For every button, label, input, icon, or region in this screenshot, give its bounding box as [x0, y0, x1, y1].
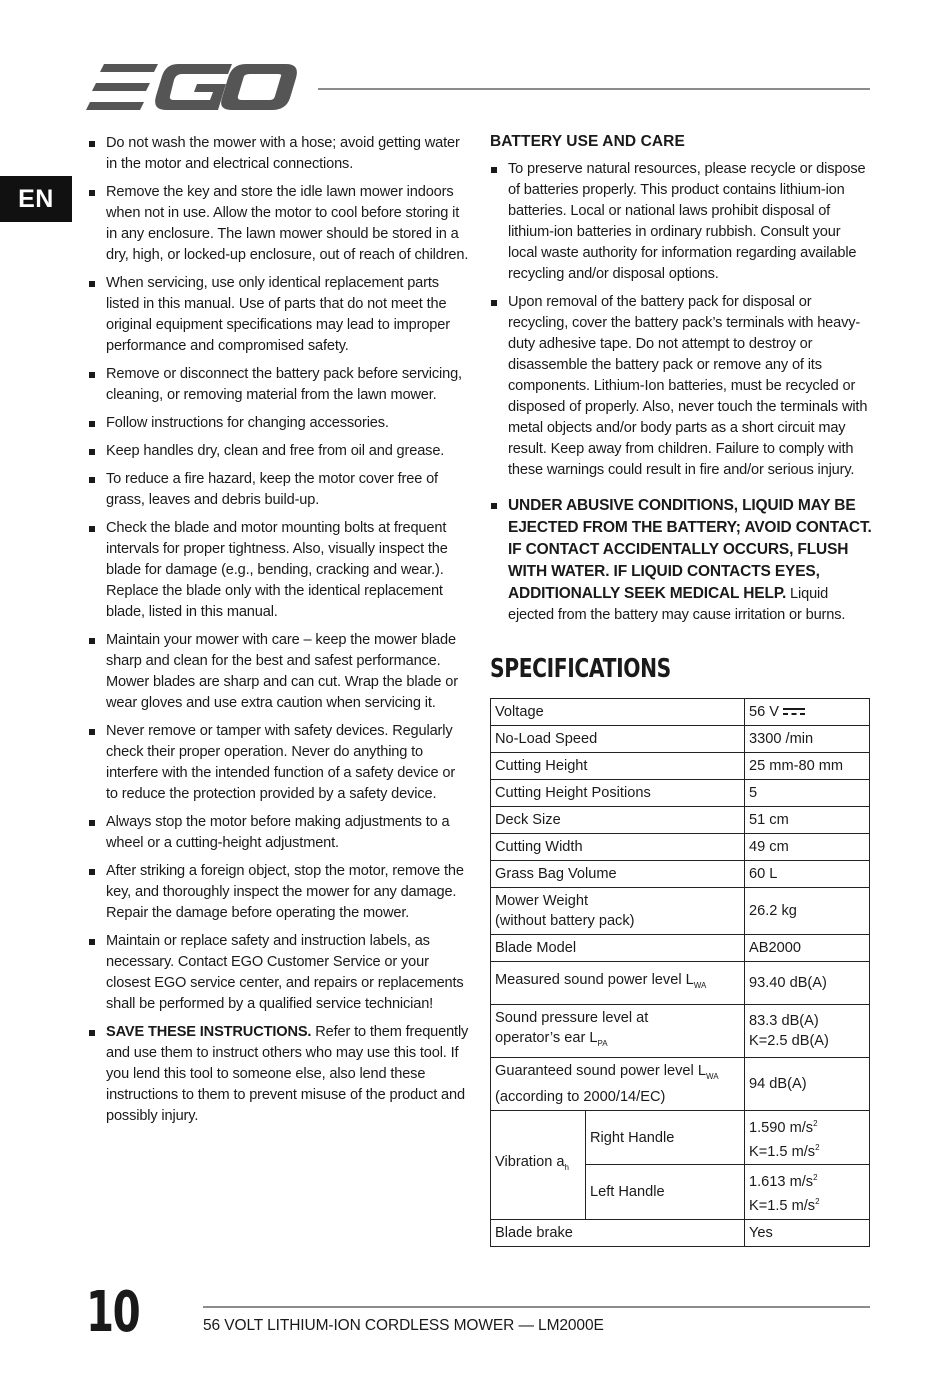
bullet-icon	[89, 869, 95, 875]
table-row: Left Handle 1.613 $m/s^2$ K=1.5 $m/s^2$	[491, 1165, 870, 1220]
table-row: Deck Size 51 cm	[491, 807, 870, 834]
table-row: Measured sound power level $L_{WA}$ 93.40 dB(A)	[491, 962, 870, 1005]
list-item: Do not wash the mower with a hose; avoid getting water in the motor and electrical connections.	[88, 133, 470, 175]
table-row: Blade Model AB2000	[491, 935, 870, 962]
footer-rule	[203, 1306, 870, 1308]
language-tab: EN	[0, 176, 72, 222]
table-row: No-Load Speed 3300 /min	[491, 726, 870, 753]
bullet-icon	[89, 372, 95, 378]
bullet-icon	[89, 526, 95, 532]
battery-list	[490, 159, 872, 626]
left-column	[88, 133, 470, 1134]
list-item: Remove the key and store the idle lawn mower indoors when not in use. Allow the motor to cool before storing it in any enclosure. The lawn mower should be stored in a dry, high, or locked-up enclosure, out of reach of children.	[88, 182, 470, 266]
section-heading-battery: BATTERY USE AND CARE	[490, 133, 685, 150]
list-item: To reduce a fire hazard, keep the motor cover free of grass, leaves and debris build-up.	[88, 469, 470, 511]
table-row: Grass Bag Volume 60 L	[491, 861, 870, 888]
list-item: When servicing, use only identical replacement parts listed in this manual. Use of parts that do not meet the original equipment specifications may lead to improper performance and compromised safety.	[88, 273, 470, 357]
page-number: 10	[86, 1280, 140, 1345]
bullet-icon	[89, 281, 95, 287]
list-item: Follow instructions for changing accessories.	[88, 413, 470, 434]
list-item: Maintain your mower with care – keep the mower blade sharp and clean for the best and safest performance. Mower blades are sharp and can cut. Wrap the blade or wear gloves and use extra caution when servicing it.	[88, 630, 470, 714]
bullet-icon	[89, 477, 95, 483]
specifications-table	[490, 698, 870, 1247]
ego-logo	[86, 62, 298, 114]
bullet-icon	[89, 141, 95, 147]
bullet-icon	[89, 939, 95, 945]
right-column	[490, 133, 872, 1247]
specifications-title: SPECIFICATIONS	[490, 654, 671, 684]
list-item: Always stop the motor before making adjustments to a wheel or a cutting-height adjustment.	[88, 812, 470, 854]
list-item: Never remove or tamper with safety devices. Regularly check their proper operation. Never do anything to interfere with the intended function of a safety device or to reduce the protection provided by a safety device.	[88, 721, 470, 805]
list-item: Maintain or replace safety and instruction labels, as necessary. Contact EGO Customer Service or your closest EGO service center, and repairs or replacements shall be performed by a qualified service technician!	[88, 931, 470, 1015]
bullet-icon	[89, 449, 95, 455]
bullet-icon	[491, 503, 497, 509]
table-row: Mower Weight (without battery pack) 26.2 kg	[491, 888, 870, 935]
bullet-icon	[491, 300, 497, 306]
footer-title: 56 VOLT LITHIUM-ION CORDLESS MOWER — LM2000E	[203, 1317, 604, 1334]
list-item: Check the blade and motor mounting bolts at frequent intervals for proper tightness. Also, visually inspect the blade for damage (e.g., bending, cracking and wear.). Replace the blade only with the identical replacement blade, listed in this manual.	[88, 518, 470, 623]
list-item: To preserve natural resources, please recycle or dispose of batteries properly. This product contains lithium-ion batteries. Local or national laws prohibit disposal of lithium-ion batteries in ordinary rubbish. Consult your local waste authority for information regarding available recycling and/or disposal options.	[490, 159, 872, 285]
bullet-icon	[89, 729, 95, 735]
table-row: Cutting Height 25 mm-80 mm	[491, 753, 870, 780]
header-rule	[318, 88, 870, 90]
list-item: After striking a foreign object, stop the motor, remove the key, and thoroughly inspect the mower for any damage. Repair the damage before operating the mower.	[88, 861, 470, 924]
safety-list	[88, 133, 470, 1127]
table-row: Voltage 56 V	[491, 699, 870, 726]
table-row: Cutting Height Positions 5	[491, 780, 870, 807]
list-item: Keep handles dry, clean and free from oil and grease.	[88, 441, 470, 462]
list-item: SAVE THESE INSTRUCTIONS. Refer to them frequently and use them to instruct others who may use this tool. If you lend this tool to someone else, also lend these instructions to them to prevent misuse of the product and possibly injury.	[88, 1022, 470, 1127]
bullet-icon	[89, 421, 95, 427]
dc-symbol-icon	[783, 707, 805, 717]
list-item: UNDER ABUSIVE CONDITIONS, LIQUID MAY BE EJECTED FROM THE BATTERY; AVOID CONTACT. IF CONTACT ACCIDENTALLY OCCURS, FLUSH WITH WATER. IF LIQUID CONTACTS EYES, ADDITIONALLY SEEK MEDICAL HELP. Liquid ejected from the battery may cause irritation or burns.	[490, 495, 872, 626]
bullet-icon	[89, 190, 95, 196]
bullet-icon	[491, 167, 497, 173]
list-item: Remove or disconnect the battery pack before servicing, cleaning, or removing material from the lawn mower.	[88, 364, 470, 406]
table-row: Guaranteed sound power level $L_{WA}$ (according to 2000/14/EC) 94 dB(A)	[491, 1057, 870, 1110]
bullet-icon	[89, 820, 95, 826]
bullet-icon	[89, 638, 95, 644]
list-item: Upon removal of the battery pack for disposal or recycling, cover the battery pack’s terminals with heavy-duty adhesive tape. Do not attempt to destroy or disassemble the battery pack or remove any of its components. Lithium-Ion batteries, must be recycled or disposed of properly. Also, never touch the terminals with metal objects and/or body parts as a short circuit may result. Keep away from children. Failure to comply with these warnings could result in fire and/or serious injury.	[490, 292, 872, 481]
table-row: Blade brake Yes	[491, 1220, 870, 1247]
table-row: Cutting Width 49 cm	[491, 834, 870, 861]
table-row: Vibration $a_h$ Right Handle 1.590 $m/s^2$ K=1.5 $m/s^2$	[491, 1110, 870, 1165]
table-row: Sound pressure level at operator’s ear $L_{PA}$ 83.3 dB(A) K=2.5 dB(A)	[491, 1004, 870, 1057]
bullet-icon	[89, 1030, 95, 1036]
